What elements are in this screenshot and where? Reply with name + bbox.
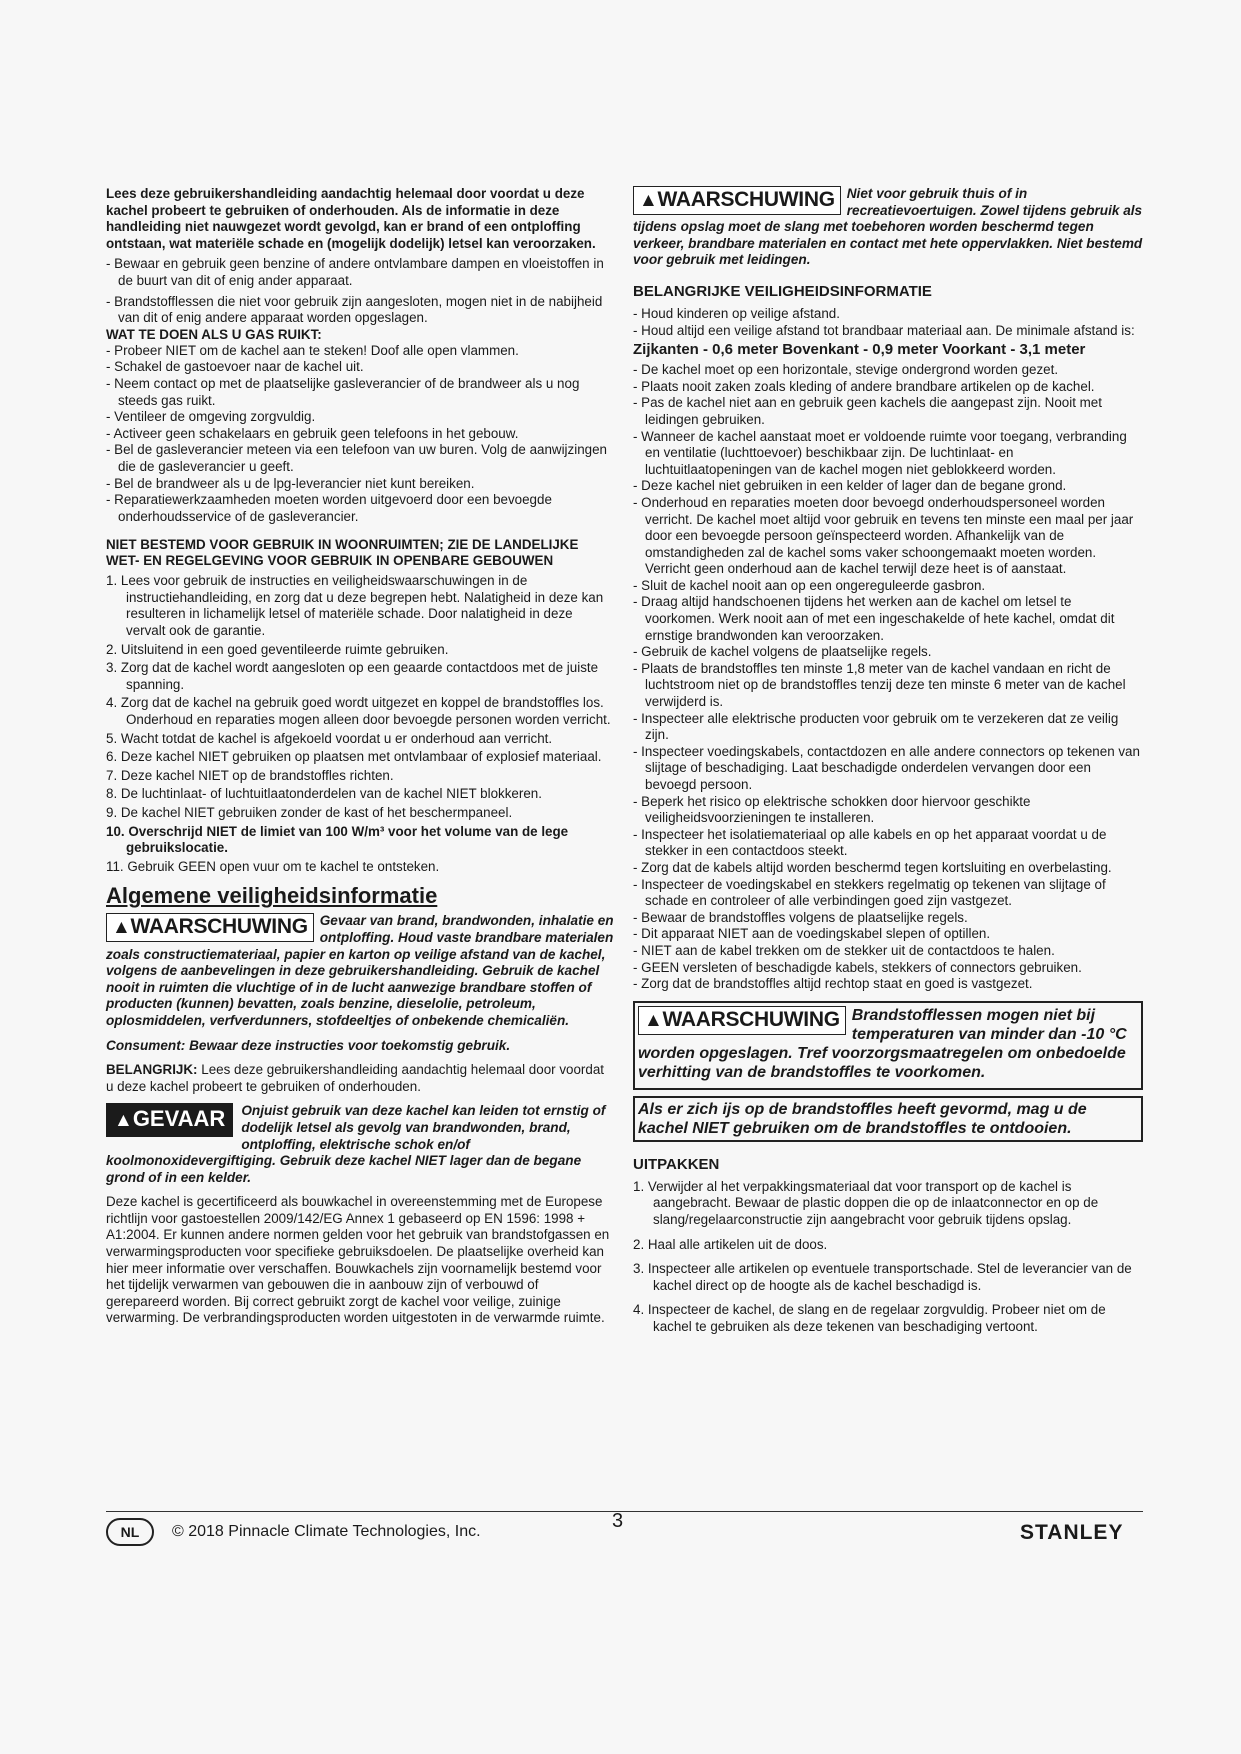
page-number: 3	[612, 1510, 624, 1532]
danger-text: Onjuist gebruik van deze kachel kan leiden tot ernstig of dodelijk letsel als gevolg van brandwonden, brand, ontploffing, elektrische schok en/of koolmonoxidevergiftiging. Gebruik deze kachel NIET lager dan de begane grond of in een kelder.	[106, 1103, 606, 1185]
language-badge: NL	[106, 1518, 154, 1546]
list-item: - Deze kachel niet gebruiken in een kelder of lager dan de begane grond.	[633, 478, 1067, 494]
list-item: - Wanneer de kachel aanstaat moet er voldoende ruimte voor toegang, verbranding en ventilatie (luchttoevoer) beschikbaar zijn. De luchtinlaat- en luchtuitlaatopeningen van de kachel mogen niet geblokkeerd worden.	[633, 428, 1127, 477]
clearances: Zijkanten - 0,6 meter Bovenkant - 0,9 meter Voorkant - 3,1 meter	[633, 341, 1086, 359]
warning-triangle-icon: ▲	[639, 190, 658, 211]
list-item: - Inspecteer het isolatiemateriaal op alle kabels en op het apparaat voordat u de stekker in een contactdoos steekt.	[633, 826, 1107, 859]
cylinder-warning-text: Brandstofflessen mogen niet bij temperaturen van minder dan -10 °C worden opgeslagen. Tref voorzorgsmaatregelen om onbedoelde verhitting van de brandstoffles te voorkomen.	[638, 1006, 1127, 1081]
list-item: - NIET aan de kabel trekken om de stekker uit de contactdoos te halen.	[633, 942, 1055, 958]
intro-text: Lees deze gebruikershandleiding aandachtig helemaal door voordat u deze kachel probeert te gebruiken of onderhouden. Als de informatie in deze handleiding niet nauwgezet wordt gevolgd, kan er brand of een ontploffing ontstaan, wat materiële schade en (mogelijk dodelijk) letsel kan veroorzaken.	[106, 186, 596, 251]
list-item: 4. Inspecteer de kachel, de slang en de regelaar zorgvuldig. Probeer niet om de kachel te gebruiken als deze tekenen van beschadiging vertoont.	[633, 1302, 1106, 1334]
list-item: - Dit apparaat NIET aan de voedingskabel slepen of optillen.	[633, 926, 991, 942]
list-item: 3. Zorg dat de kachel wordt aangesloten op een geaarde contactdoos met de juiste spanning.	[106, 660, 599, 692]
list-item: - Pas de kachel niet aan en gebruik geen kachels die aangepast zijn. Nooit met leidingen gebruiken.	[633, 395, 1102, 427]
warning-badge	[638, 1006, 846, 1035]
unpack-heading: UITPAKKEN	[633, 1155, 720, 1173]
list-item: - Houd kinderen op veilige afstand.	[633, 305, 840, 321]
list-item: - Inspecteer alle elektrische producten voor gebruik om te verzekeren dat ze veilig zijn.	[633, 710, 1119, 743]
warning-text: Gevaar van brand, brandwonden, inhalatie en ontploffing. Houd vaste brandbare materialen zoals constructiemateriaal, papier en karton op veilige afstand van de kachel, volgens de aanbevelingen in deze gebruikershandleiding. Gebruik de kachel nooit in ruimten die vluchtige of in de lucht aanwezige brandbare stoffen of producten (kunnen) bevatten, zoals benzine, dieselolie, petroleum, oplosmiddelen, verfverdunners, stofdeeltjes of onbekende chemicaliën.	[106, 913, 614, 1028]
footer-divider	[106, 1511, 1143, 1512]
warning-text: Niet voor gebruik thuis of in recreatievoertuigen. Zowel tijdens gebruik als tijdens opslag moet de slang met toebehoren worden beschermd tegen verkeer, brandbare materialen en contact met hete oppervlakken. Niet bestemd voor gebruik met leidingen.	[633, 186, 1143, 268]
list-item: 8. De luchtinlaat- of luchtuitlaatonderdelen van de kachel NIET blokkeren.	[106, 786, 542, 802]
brand-logo: STANLEY	[1020, 1521, 1124, 1544]
danger-block	[106, 1103, 614, 1186]
warning-triangle-icon: ▲	[644, 1009, 663, 1031]
warning-badge	[106, 913, 314, 942]
right-column	[633, 186, 1143, 1337]
list-item: - Beperk het risico op elektrische schokken door hiervoor geschikte veiligheidsvoorzieningen te installeren.	[633, 793, 1031, 826]
danger-label: GEVAAR	[132, 1106, 226, 1132]
ice-warning-text: Als er zich ijs op de brandstoffles heeft gevormd, mag u de kachel NIET gebruiken om de brandstoffles te ontdooien.	[638, 1100, 1087, 1137]
warning-block	[106, 913, 614, 1029]
important-label: BELANGRIJK:	[106, 1062, 198, 1078]
list-item: - Bewaar de brandstoffles volgens de plaatselijke regels.	[633, 909, 968, 925]
important-note	[106, 1062, 614, 1095]
important-text: Lees deze gebruikershandleiding aandachtig helemaal door voordat u deze kachel probeert te gebruiken of onderhouden.	[106, 1062, 604, 1094]
list-item: - Reparatiewerkzaamheden moeten worden uitgevoerd door een bevoegde onderhoudsservice of de gasleverancier.	[106, 492, 552, 524]
numbered-list	[106, 573, 614, 875]
list-item: - Houd altijd een veilige afstand tot brandbaar materiaal aan. De minimale afstand is:	[633, 322, 1135, 338]
left-column	[106, 186, 614, 1327]
list-item: - Ventileer de omgeving zorgvuldig.	[106, 409, 316, 425]
list-item: - Probeer NIET om de kachel aan te steken! Doof alle open vlammen.	[106, 342, 519, 358]
list-item: 11. Gebruik GEEN open vuur om te kachel te ontsteken.	[106, 858, 440, 874]
list-item: 5. Wacht totdat de kachel is afgekoeld voordat u er onderhoud aan verricht.	[106, 730, 553, 746]
list-item: - Schakel de gastoevoer naar de kachel uit.	[106, 359, 364, 375]
list-item: 1. Verwijder al het verpakkingsmateriaal dat voor transport op de kachel is aangebracht. Bewaar de plastic doppen die op de inlaatconnector en op de slang/regelaarconstructie zijn aangebracht voor gebruik tijdens opslag.	[633, 1178, 1099, 1227]
safety-heading: BELANGRIJKE VEILIGHEIDSINFORMATIE	[633, 282, 932, 300]
list-item: - Activeer geen schakelaars en gebruik geen telefoons in het gebouw.	[106, 425, 519, 441]
consumer-note: Consument: Bewaar deze instructies voor toekomstig gebruik.	[106, 1037, 511, 1053]
list-item: - Sluit de kachel nooit aan op een ongereguleerde gasbron.	[633, 577, 986, 593]
copyright: © 2018 Pinnacle Climate Technologies, Inc.	[172, 1523, 481, 1540]
list-item: - Bel de gasleverancier meteen via een telefoon van uw buren. Volg de aanwijzingen die de gasleverancier u geeft.	[106, 442, 607, 474]
gas-heading: WAT TE DOEN ALS U GAS RUIKT:	[106, 326, 322, 342]
list-item: - Brandstofflessen die niet voor gebruik zijn aangesloten, mogen niet in de nabijheid van dit of enig andere apparaat worden opgeslagen.	[106, 293, 603, 326]
list-item: 10. Overschrijd NIET de limiet van 100 W/m³ voor het volume van de lege gebruikslocatie.	[106, 823, 569, 856]
list-item: 6. Deze kachel NIET gebruiken op plaatsen met ontvlambaar of explosief materiaal.	[106, 749, 602, 765]
list-item: 2. Uitsluitend in een goed geventileerde ruimte gebruiken.	[106, 641, 449, 657]
list-item: 3. Inspecteer alle artikelen op eventuele transportschade. Stel de leverancier van de kachel direct op de hoogte als de kachel beschadigd is.	[633, 1261, 1132, 1293]
not-residential-heading: NIET BESTEMD VOOR GEBRUIK IN WOONRUIMTEN; ZIE DE LANDELIJKE WET- EN REGELGEVING VOOR GEBRUIK IN OPENBARE GEBOUWEN	[106, 537, 579, 569]
warning-block	[633, 186, 1143, 269]
list-item: - Inspecteer de voedingskabel en stekkers regelmatig op tekenen van slijtage of schade en controleer of alle verbindingen goed zijn vastgezet.	[633, 876, 1106, 909]
list-item: - Draag altijd handschoenen tijdens het werken aan de kachel om letsel te voorkomen. Werk nooit aan of met een ingeschakelde of hete kachel, omdat dit ernstige brandwonden kan veroorzaken.	[633, 594, 1115, 643]
section-title: Algemene veiligheidsinformatie	[106, 883, 438, 909]
list-item: 9. De kachel NIET gebruiken zonder de kast of het beschermpaneel.	[106, 805, 513, 820]
list-item: - Plaats nooit zaken zoals kleding of andere brandbare artikelen op de kachel.	[633, 378, 1095, 394]
warning-label: WAARSCHUWING	[657, 188, 835, 211]
list-item: - Onderhoud en reparaties moeten door bevoegd onderhoudspersoneel worden verricht. De kachel moet altijd voor gebruik en tevens ten minste een maal per jaar door een bevoegde persoon geïnspecteerd worden. Afhankelijk van de omstandigheden zal de kachel soms vaker schoongemaakt moeten worden. Verricht geen onderhoud aan de kachel terwijl deze heet is of aanstaat.	[633, 494, 1134, 577]
warning-triangle-icon: ▲	[114, 1110, 133, 1132]
danger-badge	[106, 1103, 233, 1137]
unpack-list	[633, 1179, 1143, 1336]
warning-label: WAARSCHUWING	[662, 1007, 840, 1031]
certification-text: Deze kachel is gecertificeerd als bouwkachel in overeenstemming met de Europese richtlijn voor gastoestellen 2009/142/EG Annex 1 gebaseerd op EN 1596: 1998 + A1:2004. Er kunnen andere normen gelden voor het gebruik van brandstofgassen en verwarmingsproducten voor specifieke gebruiksdoelen. De plaatselijke overheid kan hier meer informatie over verschaffen. Bouwkachels zijn voornamelijk bestemd voor het tijdelijk verwarmen van gebouwen die in aanbouw zijn of verbouwd of gerepareerd worden. Bij correct gebruikt zorgt de kachel voor veilige, zuinige verwarming. De verbrandingsproducten worden uitgestoten in de verwarmde ruimte.	[106, 1194, 610, 1326]
list-item: - Gebruik de kachel volgens de plaatselijke regels.	[633, 644, 932, 660]
warning-badge	[633, 186, 841, 215]
cylinder-warning-box	[633, 1001, 1143, 1090]
list-item: - Neem contact op met de plaatselijke gasleverancier of de brandweer als u nog steeds gas ruikt.	[106, 375, 580, 408]
warning-triangle-icon: ▲	[112, 917, 131, 939]
list-item: - Zorg dat de brandstoffles altijd rechtop staat en goed is vastgezet.	[633, 976, 1033, 992]
list-item: - GEEN versleten of beschadigde kabels, stekkers of connectors gebruiken.	[633, 959, 1082, 975]
list-item: - Plaats de brandstoffles ten minste 1,8 meter van de kachel vandaan en richt de luchtstroom niet op de brandstoffles tenzij deze ten minste 6 meter van de kachel verwijderd is.	[633, 660, 1126, 710]
list-item: - Bel de brandweer als u de lpg-leverancier niet kunt bereiken.	[106, 475, 475, 491]
list-item: 7. Deze kachel NIET op de brandstoffles richten.	[106, 767, 394, 783]
list-item: - De kachel moet op een horizontale, stevige ondergrond worden gezet.	[633, 362, 1059, 378]
list-item: - Bewaar en gebruik geen benzine of andere ontvlambare dampen en vloeistoffen in de buurt van dit of enig ander apparaat.	[106, 256, 604, 288]
list-item: - Inspecteer voedingskabels, contactdozen en alle andere connectors op tekenen van slijtage of beschadiging. Laat beschadigde onderdelen vervangen door een bevoegd persoon.	[633, 743, 1140, 792]
list-item: 1. Lees voor gebruik de instructies en veiligheidswaarschuwingen in de instructiehandleiding, en zorg dat u deze begrepen hebt. Nalatigheid in deze kan resulteren in lichamelijk letsel of materiële schade. Door nalatigheid in deze vervalt ook de garantie.	[106, 573, 604, 639]
list-item: 4. Zorg dat de kachel na gebruik goed wordt uitgezet en koppel de brandstoffles los. Onderhoud en reparaties mogen alleen door bevoegde personen worden verricht.	[106, 695, 611, 728]
list-item: 2. Haal alle artikelen uit de doos.	[633, 1236, 828, 1252]
warning-label: WAARSCHUWING	[130, 915, 308, 939]
list-item: - Zorg dat de kabels altijd worden beschermd tegen kortsluiting en overbelasting.	[633, 859, 1112, 875]
ice-warning-box	[633, 1096, 1143, 1142]
